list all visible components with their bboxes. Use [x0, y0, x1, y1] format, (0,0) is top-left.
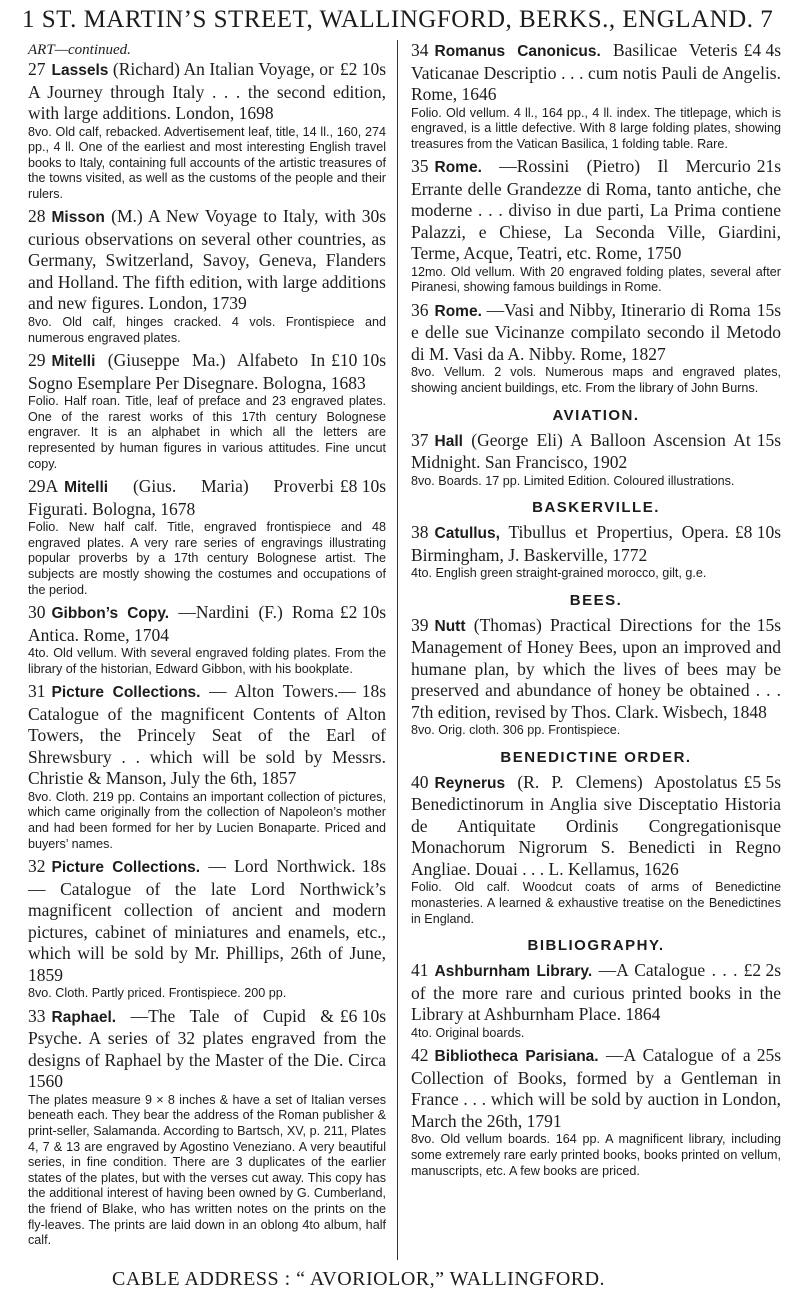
- entry-heading: [411, 40, 781, 106]
- entry-title: Tibullus et Propertius, Opera. Birmingham, J. Baskerville, 1772: [411, 522, 729, 565]
- catalogue-entry: [411, 1045, 781, 1179]
- entry-heading: [411, 960, 781, 1026]
- entry-author: Misson: [51, 209, 105, 227]
- catalogue-entry: [28, 59, 386, 202]
- entry-title: (Richard) An Italian Voyage, or A Journey through Italy . . . the second edition, with large additions. London, 1698: [28, 59, 386, 123]
- entry-number: 32: [28, 856, 46, 877]
- section-heading: BASKERVILLE.: [532, 499, 660, 517]
- section-heading: BEES.: [569, 591, 623, 609]
- entry-price: 18s: [361, 856, 386, 877]
- entry-price: 15s: [756, 299, 781, 320]
- entry-author: Hall: [434, 432, 463, 450]
- entry-author: Gibbon’s Copy.: [51, 605, 170, 623]
- catalogue-entry: [411, 156, 781, 296]
- entry-author: Catullus,: [434, 525, 500, 543]
- entry-author: Reynerus: [434, 774, 506, 792]
- entry-price: 15s: [756, 614, 781, 635]
- entry-heading: [28, 476, 386, 520]
- right-column: [411, 40, 781, 1183]
- catalogue-entry: [28, 681, 386, 852]
- entry-description: 4to. Old vellum. With several engraved folding plates. From the library of the historian, Edward Gibbon, with his bookplate.: [28, 646, 386, 676]
- entry-heading: [411, 522, 781, 566]
- entry-description: 8vo. Old calf, hinges cracked. 4 vols. Frontispiece and numerous engraved plates.: [28, 314, 386, 345]
- entry-number: 36: [411, 299, 429, 320]
- entry-price: 15s: [756, 429, 781, 450]
- catalogue-entry: [28, 602, 386, 677]
- entry-price: £2 10s: [339, 59, 386, 79]
- column-divider: [397, 40, 398, 1260]
- catalogue-entry: [411, 430, 781, 490]
- entry-number: 33: [28, 1005, 46, 1026]
- entry-title: —The Tale of Cupid & Psyche. A series of 32 plates engraved from the designs of Raphael by the Master of the Die. Circa 1560: [28, 1005, 386, 1092]
- entry-heading: [28, 856, 386, 986]
- entry-author: Lassels: [51, 62, 109, 79]
- entry-description: The plates measure 9 × 8 inches & have a set of Italian verses beneath each. They bear the address of the Roman publisher & print-seller, Salamanda. According to Bartsch, XV, p. 211, Plates 4, 7 & 13 are engraved by Agostino Veneziano. A very beautiful series, in fine condition. There are 3 duplicates of the earlier states of the plates, but with the verses cut away. This copy has the additional interest of having been owned by G. Cumberland, the friend of Blake, who has written notes on the prints on the fly-leaves. The prints are laid down in an oblong 4to album, half calf.: [28, 1092, 386, 1248]
- entry-number: 28: [28, 206, 46, 227]
- entry-heading: [28, 1006, 386, 1093]
- entry-title: —A Catalogue . . . of the more rare and curious printed books in the Library at Ashburnham Place. 1864: [411, 960, 781, 1025]
- entry-price: 25s: [756, 1045, 781, 1066]
- entry-price: £8 10s: [734, 522, 781, 543]
- entry-title: —Nardini (F.) Roma Antica. Rome, 1704: [28, 602, 334, 645]
- entry-description: 8vo. Old vellum boards. 164 pp. A magnificent library, including some extremely rare early printed books, books printed on vellum, manuscripts, etc. A few books are priced.: [411, 1132, 781, 1178]
- entry-description: Folio. Old vellum. 4 ll., 164 pp., 4 ll. index. The titlepage, which is engraved, is a little defective. With 8 large folding plates, showing treasures from the Vatican Basilica, 1 folding table. Rare.: [411, 105, 781, 151]
- entry-number: 38: [411, 522, 429, 543]
- entry-number: 27: [28, 59, 46, 79]
- entry-title: —Vasi and Nibby, Itinerario di Roma e delle sue Vicinanze compilato secondo il Metodo di M. Vasi da A. Nibby. Rome, 1827: [411, 299, 781, 364]
- entry-heading: [411, 156, 781, 265]
- entry-heading: [28, 602, 386, 646]
- entry-number: 42: [411, 1045, 429, 1066]
- entry-title: —A Catalogue of a Collection of Books, formed by a Gentleman in France . . . which will be sold by auction in London, March the 26th, 1791: [411, 1045, 781, 1131]
- entry-price: £10 10s: [331, 350, 386, 371]
- entry-description: 8vo. Orig. cloth. 306 pp. Frontispiece.: [411, 723, 621, 738]
- entry-title: (Thomas) Practical Directions for the Management of Honey Bees, upon an improved and humane plan, by which the lives of bees may be preserved and abundance of honey be obtained . . . 7th edition, revised by Thos. Clark. Wisbech, 1848: [411, 614, 781, 722]
- catalogue-entry: [28, 856, 386, 1002]
- entry-title: —Rossini (Pietro) Il Mercurio Errante delle Grandezze di Roma, tanto antiche, che moderne . . . diviso in due parti, La Prima contiene Palazzi, e Chiese, La Seconda Ville, Giardini, Terme, Acque, Teatri, etc. Rome, 1750: [411, 156, 781, 264]
- entry-description: 4to. English green straight-grained morocco, gilt, g.e.: [411, 566, 707, 581]
- entry-number: 29A: [28, 476, 59, 497]
- entry-number: 39: [411, 614, 429, 635]
- entry-author: Picture Collections.: [51, 684, 201, 702]
- entry-heading: [28, 206, 386, 315]
- entry-heading: [28, 681, 386, 790]
- entry-price: £5 5s: [743, 771, 781, 792]
- section-title: ART—continued.: [28, 42, 131, 58]
- catalogue-entry: [411, 522, 781, 582]
- entry-title: (George Eli) A Balloon Ascension At Midnight. San Francisco, 1902: [411, 429, 751, 473]
- entry-number: 29: [28, 350, 46, 371]
- catalogue-entry: [411, 300, 781, 397]
- entry-price: £6 10s: [339, 1005, 386, 1026]
- entry-description: 4to. Original boards.: [411, 1025, 525, 1040]
- catalogue-entry: [28, 206, 386, 346]
- catalogue-entry: [411, 960, 781, 1041]
- entry-author: Mitelli: [64, 479, 109, 497]
- entry-title: (Giuseppe Ma.) Alfabeto In Sogno Esemplare Per Disegnare. Bologna, 1683: [28, 350, 366, 393]
- section-heading: AVIATION.: [552, 406, 640, 424]
- entry-title: — Lord Northwick. — Catalogue of the late Lord Northwick’s magnificent collection of ancient and modern pictures, cabinet of miniatures and enamels, etc., which will be sold by Mr. Phillips, 26th of June, 1859: [28, 856, 386, 985]
- catalogue-entry: [28, 1006, 386, 1249]
- entry-heading: [411, 430, 781, 474]
- entry-heading: [28, 350, 386, 394]
- entry-number: 34: [411, 40, 429, 60]
- entry-description: 8vo. Cloth. Partly priced. Frontispiece. 200 pp.: [28, 986, 287, 1001]
- entry-description: 8vo. Boards. 17 pp. Limited Edition. Coloured illustrations.: [411, 473, 735, 488]
- catalogue-entry: [28, 350, 386, 472]
- entry-price: £2 2s: [743, 960, 781, 981]
- page-footer: CABLE ADDRESS : “ AVORIOLOR,” WALLINGFORD.: [112, 1268, 606, 1290]
- entry-number: 31: [28, 681, 46, 702]
- entry-title: (R. P. Clemens) Apostolatus Benedictinorum in Anglia sive Disceptatio Historia de Antiquitate Ordinis Congregationisque Monachorum Nigrorum S. Benedicti in Regno Angliae. Douai . . . L. Kellamus, 1626: [411, 771, 781, 879]
- entry-price: 21s: [756, 156, 781, 177]
- entry-heading: [411, 1045, 781, 1132]
- entry-author: Rome.: [434, 302, 482, 320]
- entry-author: Picture Collections.: [51, 859, 201, 877]
- entry-number: 40: [411, 771, 429, 792]
- entry-price: 18s: [361, 681, 386, 702]
- entry-number: 41: [411, 960, 429, 981]
- entry-heading: [411, 772, 781, 881]
- entry-price: 30s: [361, 206, 386, 227]
- entry-author: Romanus Canonicus.: [434, 43, 601, 60]
- entry-author: Mitelli: [51, 353, 96, 371]
- entry-title: (Gius. Maria) Proverbi Figurati. Bologna, 1678: [28, 476, 334, 519]
- entry-title: (M.) A New Voyage to Italy, with curious observations on several other countries, as Germany, Switzerland, Savoy, Geneva, Flanders and Holland. The fifth edition, with large additions and new figures. London, 1739: [28, 206, 386, 314]
- entry-author: Rome.: [434, 159, 482, 177]
- entry-number: 30: [28, 602, 46, 623]
- catalogue-entry: [411, 772, 781, 927]
- entry-description: Folio. Half roan. Title, leaf of preface and 23 engraved plates. One of the rarest works of this 17th century Bolognese engraver. It is an alphabet in which all the letters are represented by human figures in various attitudes. Fine uncut copy.: [28, 394, 386, 471]
- entry-description: 8vo. Vellum. 2 vols. Numerous maps and engraved plates, showing ancient buildings, etc. From the library of John Burns.: [411, 365, 781, 396]
- catalogue-entry: [411, 615, 781, 739]
- section-heading: BENEDICTINE ORDER.: [500, 748, 692, 766]
- catalogue-entry: [411, 40, 781, 152]
- entry-title: Basilicae Veteris Vaticanae Descriptio . . . cum notis Pauli de Angelis. Rome, 1646: [411, 40, 781, 104]
- left-column: [28, 40, 386, 1253]
- catalogue-entry: [28, 476, 386, 598]
- entry-heading: [411, 300, 781, 366]
- entry-price: £4 4s: [743, 40, 781, 60]
- page-header: 1 ST. MARTIN’S STREET, WALLINGFORD, BERKS., ENGLAND. 7: [22, 6, 774, 33]
- entry-author: Ashburnham Library.: [434, 963, 593, 981]
- entry-title: — Alton Towers.—Catalogue of the magnificent Contents of Alton Towers, the Princely Seat of the Earl of Shrewsbury . . which will be sold by Messrs. Christie & Manson, July the 6th, 1857: [28, 681, 386, 789]
- entry-price: £8 10s: [339, 476, 386, 497]
- entry-author: Bibliotheca Parisiana.: [434, 1048, 599, 1066]
- entry-number: 35: [411, 156, 429, 177]
- entry-number: 37: [411, 429, 429, 450]
- entry-author: Raphael.: [51, 1008, 117, 1026]
- entry-description: Folio. Old calf. Woodcut coats of arms of Benedictine monasteries. A learned & exhaustive treatise on the Benedictines in England.: [411, 880, 781, 926]
- entry-heading: [411, 615, 781, 724]
- entry-description: 8vo. Old calf, rebacked. Advertisement leaf, title, 14 ll., 160, 274 pp., 4 ll. One of the earliest and most interesting English travel books to Italy, containing full accounts of the artistic treasures of the towns visited, as well as the customs of the people and their rulers.: [28, 124, 386, 201]
- entry-description: 8vo. Cloth. 219 pp. Contains an important collection of pictures, which came originally from the collection of Napoleon’s mother and had been formed for her by Lucien Bonaparte. Priced and buyers’ names.: [28, 789, 386, 851]
- entry-price: £2 10s: [339, 602, 386, 623]
- entry-description: Folio. New half calf. Title, engraved frontispiece and 48 engraved plates. A very rare series of engravings illustrating popular proverbs by a 17th century Bolognese artist. The subjects are mostly showing the costumes and occupations of the period.: [28, 520, 386, 597]
- entry-author: Nutt: [434, 617, 466, 635]
- entry-description: 12mo. Old vellum. With 20 engraved folding plates, several after Piranesi, showing famous buildings in Rome.: [411, 264, 781, 295]
- entry-heading: [28, 59, 386, 125]
- section-heading: BIBLIOGRAPHY.: [527, 937, 665, 955]
